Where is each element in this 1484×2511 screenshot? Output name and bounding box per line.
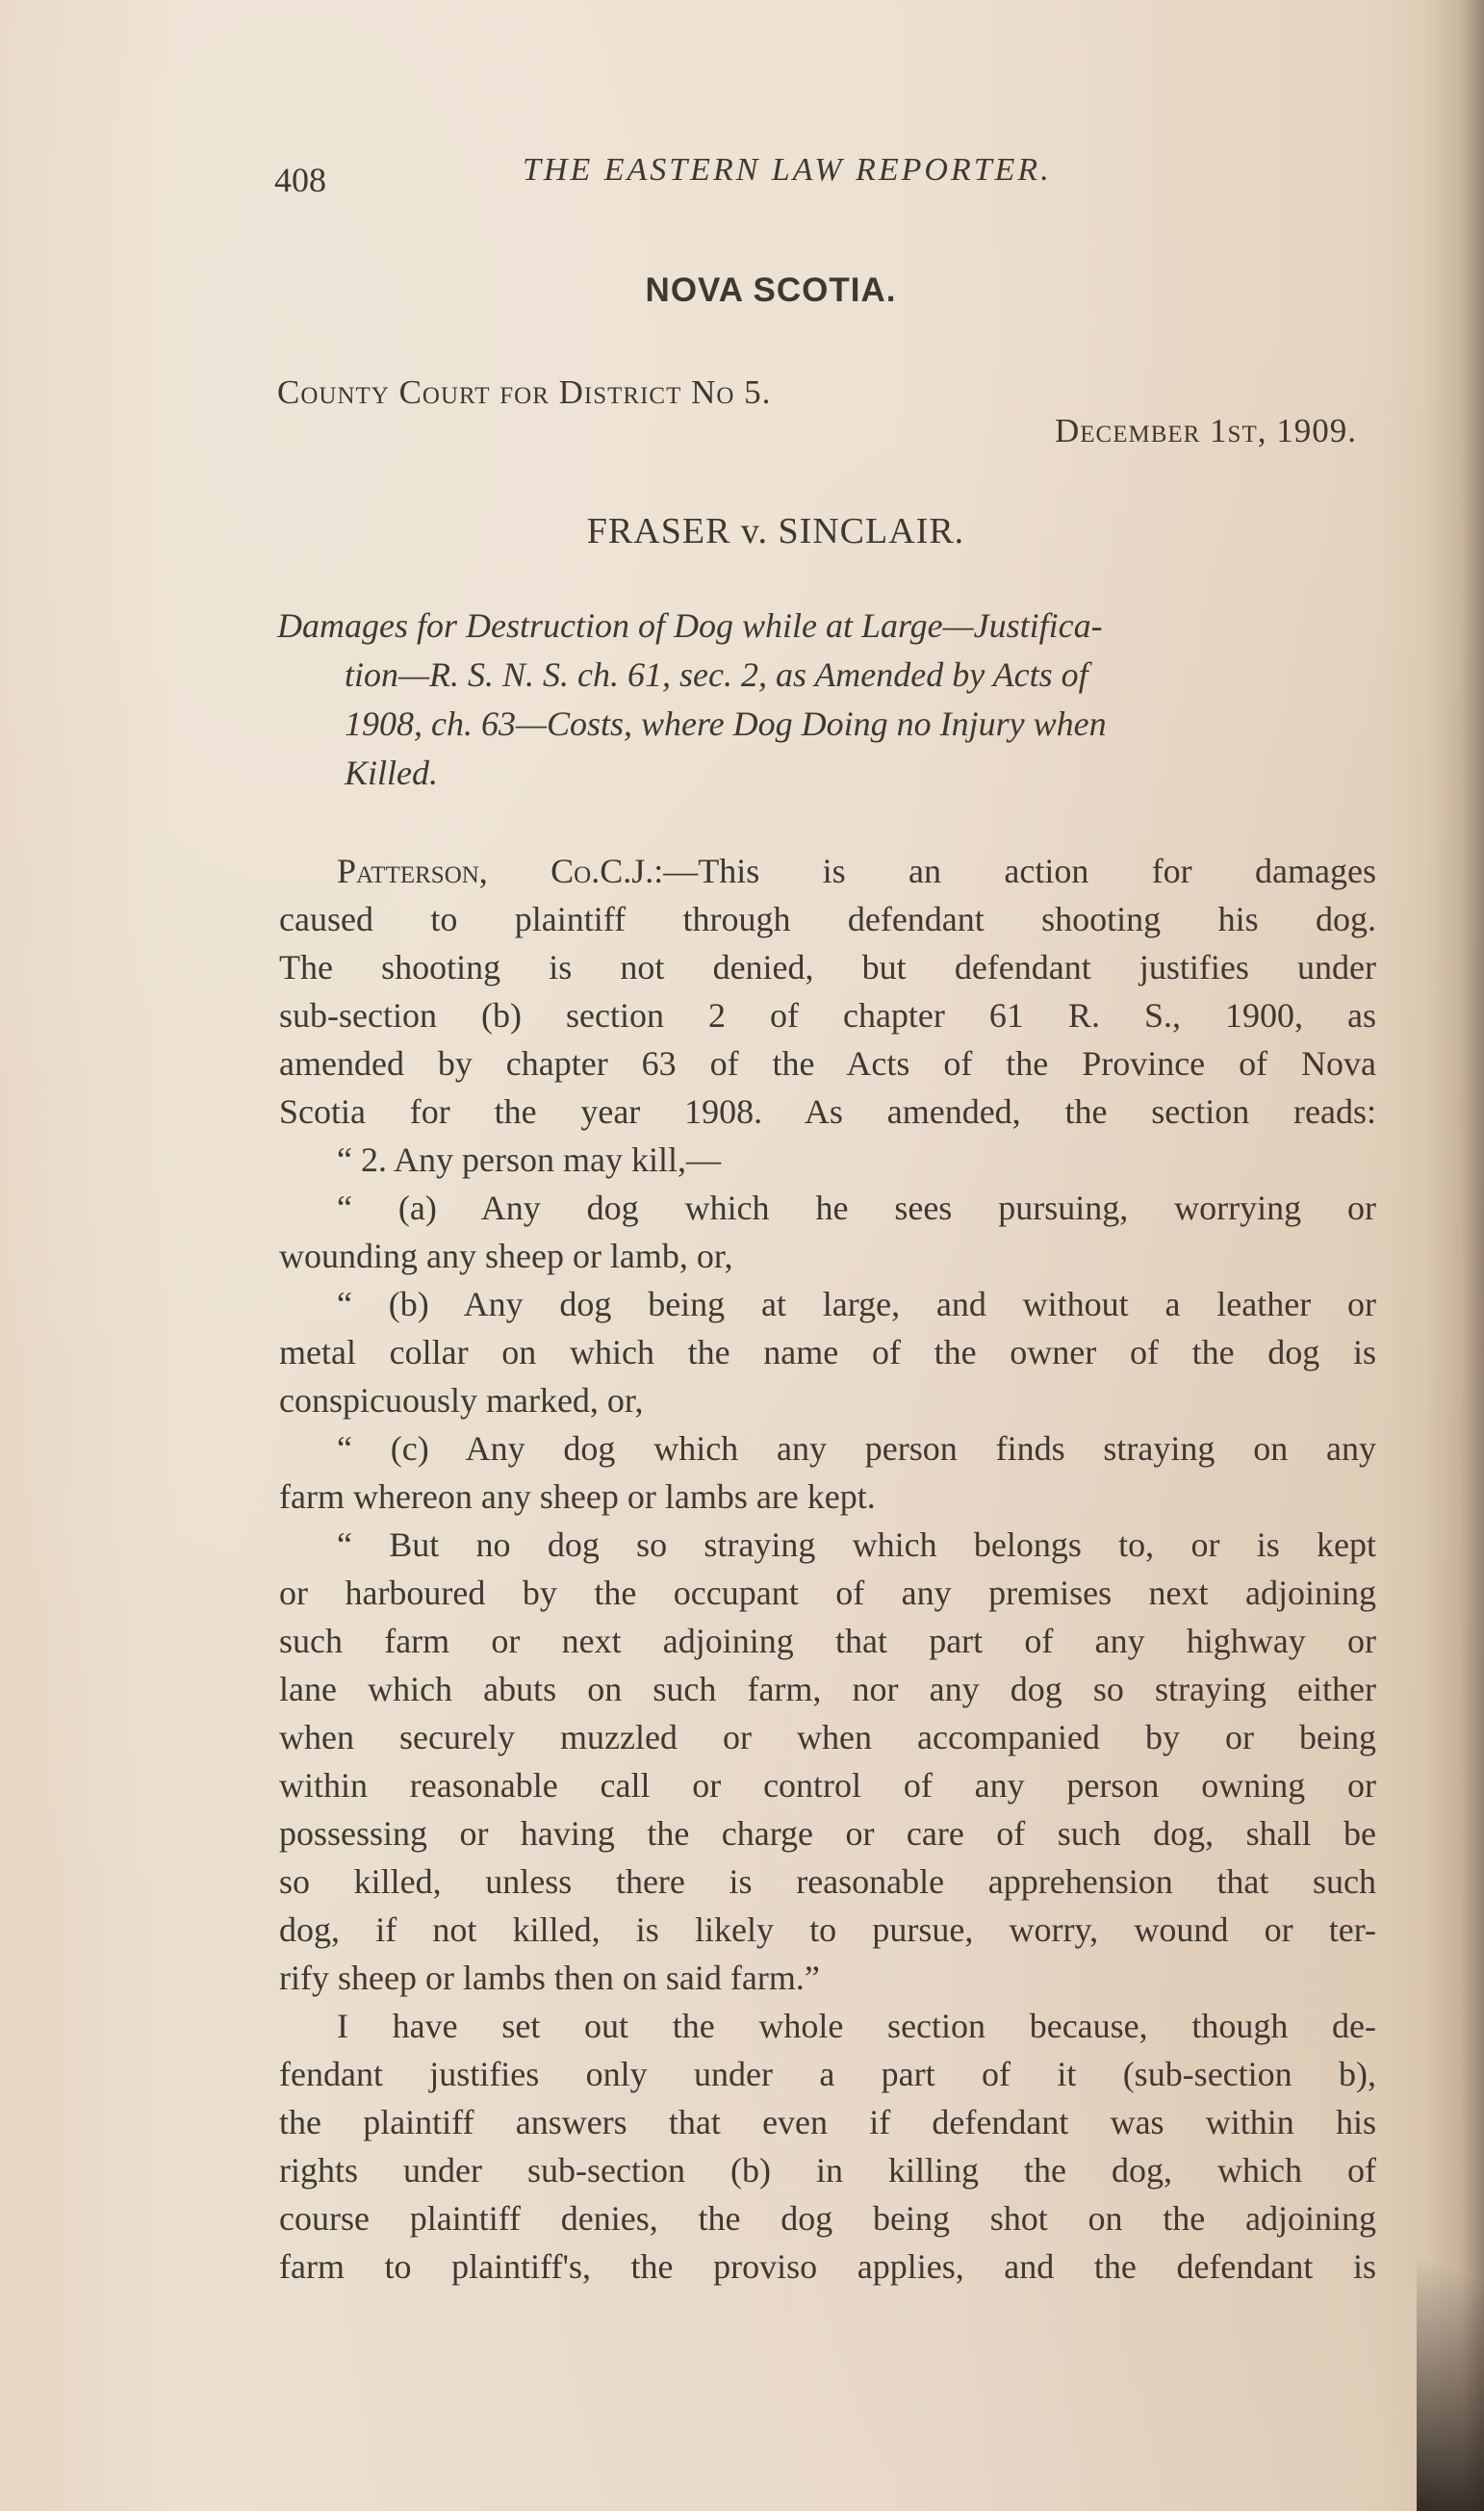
text-line: wounding any sheep or lamb, or, (279, 1237, 733, 1275)
headnote-line: 1908, ch. 63—Costs, where Dog Doing no Injury when (345, 705, 1107, 743)
text-line: dog, if not killed, is likely to pursue, worry, wound or ter- (279, 1910, 1376, 1949)
judgment-text (279, 847, 1376, 2291)
text-fragment: :—This is an action for damages (653, 852, 1376, 890)
text-line: fendant justifies only under a part of it (sub-section b), (279, 2055, 1376, 2093)
page-header (274, 152, 1381, 200)
headnote-line: tion—R. S. N. S. ch. 61, sec. 2, as Amended by Acts of (345, 655, 1088, 694)
section-title: NOVA SCOTIA. (645, 271, 897, 309)
headnote (277, 602, 1369, 798)
text-line: course plaintiff denies, the dog being shot on the adjoining (279, 2199, 1376, 2238)
text-line: rights under sub-section (b) in killing the dog, which of (279, 2151, 1376, 2190)
judge-name: Patterson, Co.C.J. (337, 852, 654, 890)
text-line: “ (b) Any dog being at large, and without a leather or (337, 1285, 1376, 1323)
page-number: 408 (274, 161, 326, 199)
text-line: possessing or having the charge or care of such dog, shall be (279, 1814, 1376, 1853)
court-name: County Court for District No 5. (277, 373, 772, 411)
text-line: when securely muzzled or when accompanied by or being (279, 1718, 1376, 1756)
text-line: conspicuously marked, or, (279, 1381, 644, 1420)
text-line: so killed, unless there is reasonable apprehension that such (279, 1862, 1376, 1901)
judgment-date: December 1st, 1909. (1054, 412, 1357, 449)
text-line: “ 2. Any person may kill,— (337, 1140, 721, 1179)
case-title: FRASER v. SINCLAIR. (586, 511, 965, 551)
corner-shadow (1417, 2107, 1484, 2511)
headnote-line: Damages for Destruction of Dog while at Large—Justifica- (277, 606, 1103, 645)
text-line: rify sheep or lambs then on said farm.” (279, 1959, 820, 1997)
text-line: caused to plaintiff through defendant shooting his dog. (279, 900, 1376, 938)
text-line: the plaintiff answers that even if defendant was within his (279, 2103, 1376, 2141)
text-line: sub-section (b) section 2 of chapter 61 R. S., 1900, as (279, 996, 1376, 1035)
text-line: “ (c) Any dog which any person finds straying on any (337, 1429, 1376, 1468)
text-line: amended by chapter 63 of the Acts of the Province of Nova (279, 1044, 1376, 1083)
text-line: metal collar on which the name of the owner of the dog is (279, 1333, 1376, 1371)
running-title: THE EASTERN LAW REPORTER. (523, 152, 1052, 188)
text-line: or harboured by the occupant of any premises next adjoining (279, 1574, 1376, 1612)
text-line: lane which abuts on such farm, nor any dog so straying either (279, 1670, 1376, 1708)
text-line: such farm or next adjoining that part of any highway or (279, 1622, 1376, 1660)
text-line (279, 847, 1376, 895)
text-line: farm to plaintiff's, the proviso applies, and the defendant is (279, 2247, 1376, 2286)
text-line: “ (a) Any dog which he sees pursuing, worrying or (337, 1189, 1376, 1227)
text-line: within reasonable call or control of any person owning or (279, 1766, 1376, 1805)
text-line: farm whereon any sheep or lambs are kept. (279, 1477, 876, 1516)
headnote-line: Killed. (345, 754, 438, 792)
text-line: Scotia for the year 1908. As amended, the section reads: (279, 1092, 1376, 1131)
text-line: I have set out the whole section because, though de- (337, 2007, 1376, 2045)
text-line: The shooting is not denied, but defendant justifies under (279, 948, 1376, 986)
text-line: “ But no dog so straying which belongs to, or is kept (337, 1525, 1376, 1564)
